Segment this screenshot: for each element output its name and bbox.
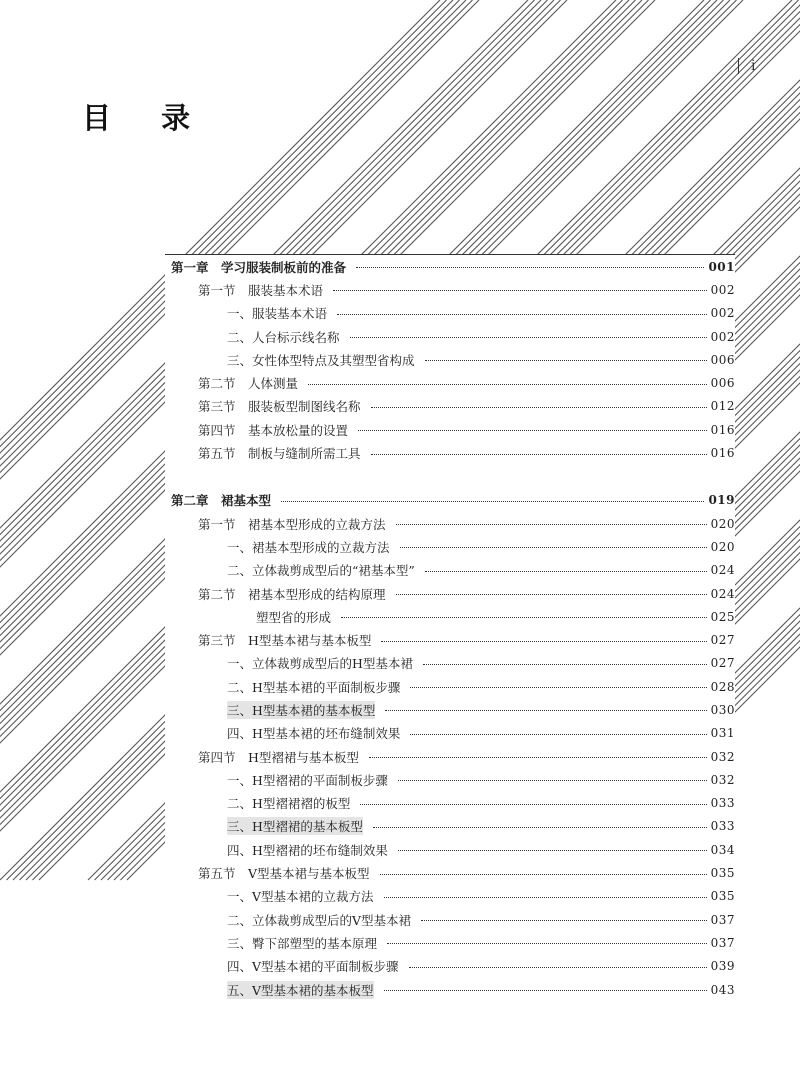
toc-entry-label: 第二章 裙基本型	[171, 493, 272, 509]
toc-entry-label: 三、臀下部塑型的基本原理	[227, 935, 378, 951]
table-of-contents	[165, 254, 735, 1001]
toc-entry-page: 025	[710, 609, 735, 624]
dot-leader	[281, 501, 704, 502]
toc-entry-label: 第一章 学习服装制板前的准备	[171, 259, 347, 275]
toc-entry-page: 027	[710, 633, 735, 648]
toc-entry-section[interactable]	[165, 371, 735, 394]
toc-entry-page: 016	[710, 446, 735, 461]
toc-entry-label: 三、H型褶裙的基本板型	[227, 819, 363, 835]
toc-entry-label: 二、立体裁剪成型后的V型基本裙	[227, 912, 412, 928]
toc-entry-item[interactable]	[165, 768, 735, 791]
toc-entry-item[interactable]	[165, 931, 735, 954]
toc-entry-label: 第二节 人体测量	[198, 376, 299, 392]
toc-entry-item[interactable]	[165, 885, 735, 908]
dot-leader	[385, 710, 706, 711]
toc-entry-label: 第五节 制板与缝制所需工具	[198, 446, 361, 462]
toc-entry-page: 002	[710, 306, 735, 321]
dot-leader	[350, 337, 707, 338]
toc-entry-label: 一、裙基本型形成的立裁方法	[227, 539, 390, 555]
dot-leader	[421, 920, 707, 921]
dot-leader	[396, 524, 707, 525]
dot-leader	[358, 430, 707, 431]
page-title: 目 录	[82, 101, 211, 135]
toc-entry-page: 024	[710, 586, 735, 601]
dot-leader	[373, 827, 707, 828]
toc-entry-chapter[interactable]	[165, 489, 735, 512]
toc-entry-section[interactable]	[165, 441, 735, 464]
toc-entry-page: 002	[710, 329, 735, 344]
toc-entry-page: 016	[710, 422, 735, 437]
toc-entry-page: 001	[708, 259, 735, 274]
toc-body	[165, 255, 735, 1001]
dot-leader	[341, 617, 707, 618]
toc-entry-page: 034	[710, 842, 735, 857]
dot-leader	[398, 850, 707, 851]
toc-entry-item[interactable]	[165, 838, 735, 861]
toc-entry-page: 035	[710, 889, 735, 904]
page-number	[734, 58, 755, 74]
dot-leader	[360, 804, 706, 805]
toc-entry-page: 020	[710, 539, 735, 554]
toc-entry-label: 第五节 V型基本裙与基本板型	[198, 866, 370, 882]
toc-entry-page: 028	[710, 679, 735, 694]
toc-entry-label: 二、H型基本裙的平面制板步骤	[227, 679, 401, 695]
toc-entry-item[interactable]	[165, 722, 735, 745]
toc-entry-label: 一、立体裁剪成型后的H型基本裙	[227, 656, 413, 672]
toc-entry-label: 第一节 裙基本型形成的立裁方法	[198, 516, 386, 532]
toc-entry-page: 033	[710, 796, 735, 811]
toc-entry-item[interactable]	[165, 792, 735, 815]
toc-entry-page: 032	[710, 749, 735, 764]
dot-leader	[396, 594, 707, 595]
toc-entry-section[interactable]	[165, 512, 735, 535]
toc-entry-page: 012	[710, 399, 735, 414]
toc-entry-page: 043	[710, 982, 735, 997]
toc-entry-label: 第一节 服装基本术语	[198, 282, 324, 298]
toc-entry-label: 一、服装基本术语	[227, 306, 328, 322]
toc-entry-item[interactable]	[165, 348, 735, 371]
toc-entry-page: 006	[710, 376, 735, 391]
dot-leader	[381, 641, 706, 642]
toc-entry-label: 第二节 裙基本型形成的结构原理	[198, 586, 386, 602]
toc-entry-page: 037	[710, 935, 735, 950]
toc-entry-section[interactable]	[165, 628, 735, 651]
toc-entry-label: 第三节 服装板型制图线名称	[198, 399, 361, 415]
dot-leader	[333, 290, 707, 291]
toc-entry-item[interactable]	[165, 955, 735, 978]
dot-leader	[356, 267, 704, 268]
dot-leader	[371, 454, 707, 455]
toc-entry-section[interactable]	[165, 395, 735, 418]
dot-leader	[425, 571, 707, 572]
toc-entry-item[interactable]	[165, 675, 735, 698]
toc-entry-page: 020	[710, 516, 735, 531]
dot-leader	[371, 407, 707, 408]
dot-leader	[337, 314, 707, 315]
dot-leader	[384, 897, 707, 898]
toc-entry-page: 031	[710, 726, 735, 741]
dot-leader	[410, 734, 706, 735]
dot-leader	[409, 967, 707, 968]
dot-leader	[384, 990, 707, 991]
toc-entry-label: 三、H型基本裙的基本板型	[227, 702, 376, 718]
dot-leader	[410, 687, 706, 688]
toc-entry-page: 033	[710, 819, 735, 834]
dot-leader	[400, 547, 707, 548]
toc-entry-item[interactable]	[165, 978, 735, 1001]
toc-entry-page: 006	[710, 352, 735, 367]
toc-entry-page: 002	[710, 282, 735, 297]
toc-entry-item[interactable]	[165, 302, 735, 325]
dot-leader	[425, 360, 707, 361]
toc-entry-label: 四、V型基本裙的平面制板步骤	[227, 959, 399, 975]
toc-entry-section[interactable]	[165, 418, 735, 441]
toc-entry-page: 030	[710, 702, 735, 717]
dot-leader	[369, 757, 707, 758]
toc-entry-page: 039	[710, 959, 735, 974]
toc-entry-label: 二、立体裁剪成型后的“裙基本型”	[227, 563, 415, 579]
toc-entry-item[interactable]	[165, 698, 735, 721]
toc-entry-page: 032	[710, 772, 735, 787]
toc-entry-item[interactable]	[165, 605, 735, 628]
toc-entry-item[interactable]	[165, 535, 735, 558]
toc-entry-page: 019	[708, 493, 735, 508]
toc-entry-item[interactable]	[165, 325, 735, 348]
toc-entry-label: 第四节 H型褶裙与基本板型	[198, 749, 359, 765]
toc-entry-page: 035	[710, 866, 735, 881]
dot-leader	[423, 664, 707, 665]
toc-entry-page: 027	[710, 656, 735, 671]
toc-entry-page: 037	[710, 912, 735, 927]
page-number-value: i	[738, 58, 755, 74]
toc-entry-item[interactable]	[165, 559, 735, 582]
toc-entry-label: 二、H型褶裙褶的板型	[227, 796, 351, 812]
toc-entry-item[interactable]	[165, 815, 735, 838]
toc-entry-label: 二、人台标示线名称	[227, 329, 340, 345]
toc-entry-item[interactable]	[165, 908, 735, 931]
dot-leader	[308, 384, 707, 385]
toc-entry-section[interactable]	[165, 582, 735, 605]
toc-entry-section[interactable]	[165, 278, 735, 301]
toc-entry-label: 三、女性体型特点及其塑型省构成	[227, 352, 415, 368]
toc-entry-label: 塑型省的形成	[256, 609, 332, 625]
toc-entry-label: 第三节 H型基本裙与基本板型	[198, 633, 372, 649]
toc-entry-label: 一、V型基本裙的立裁方法	[227, 889, 374, 905]
toc-entry-section[interactable]	[165, 745, 735, 768]
chapter-gap	[165, 465, 735, 489]
toc-entry-label: 一、H型褶裙的平面制板步骤	[227, 772, 388, 788]
dot-leader	[387, 943, 707, 944]
toc-entry-label: 第四节 基本放松量的设置	[198, 422, 349, 438]
dot-leader	[380, 874, 707, 875]
toc-entry-label: 四、H型基本裙的坯布缝制效果	[227, 726, 401, 742]
toc-entry-chapter[interactable]	[165, 255, 735, 278]
toc-entry-label: 四、H型褶裙的坯布缝制效果	[227, 842, 388, 858]
toc-entry-item[interactable]	[165, 652, 735, 675]
toc-entry-section[interactable]	[165, 861, 735, 884]
toc-entry-page: 024	[710, 563, 735, 578]
toc-entry-label: 五、V型基本裙的基本板型	[227, 982, 374, 998]
dot-leader	[398, 780, 707, 781]
